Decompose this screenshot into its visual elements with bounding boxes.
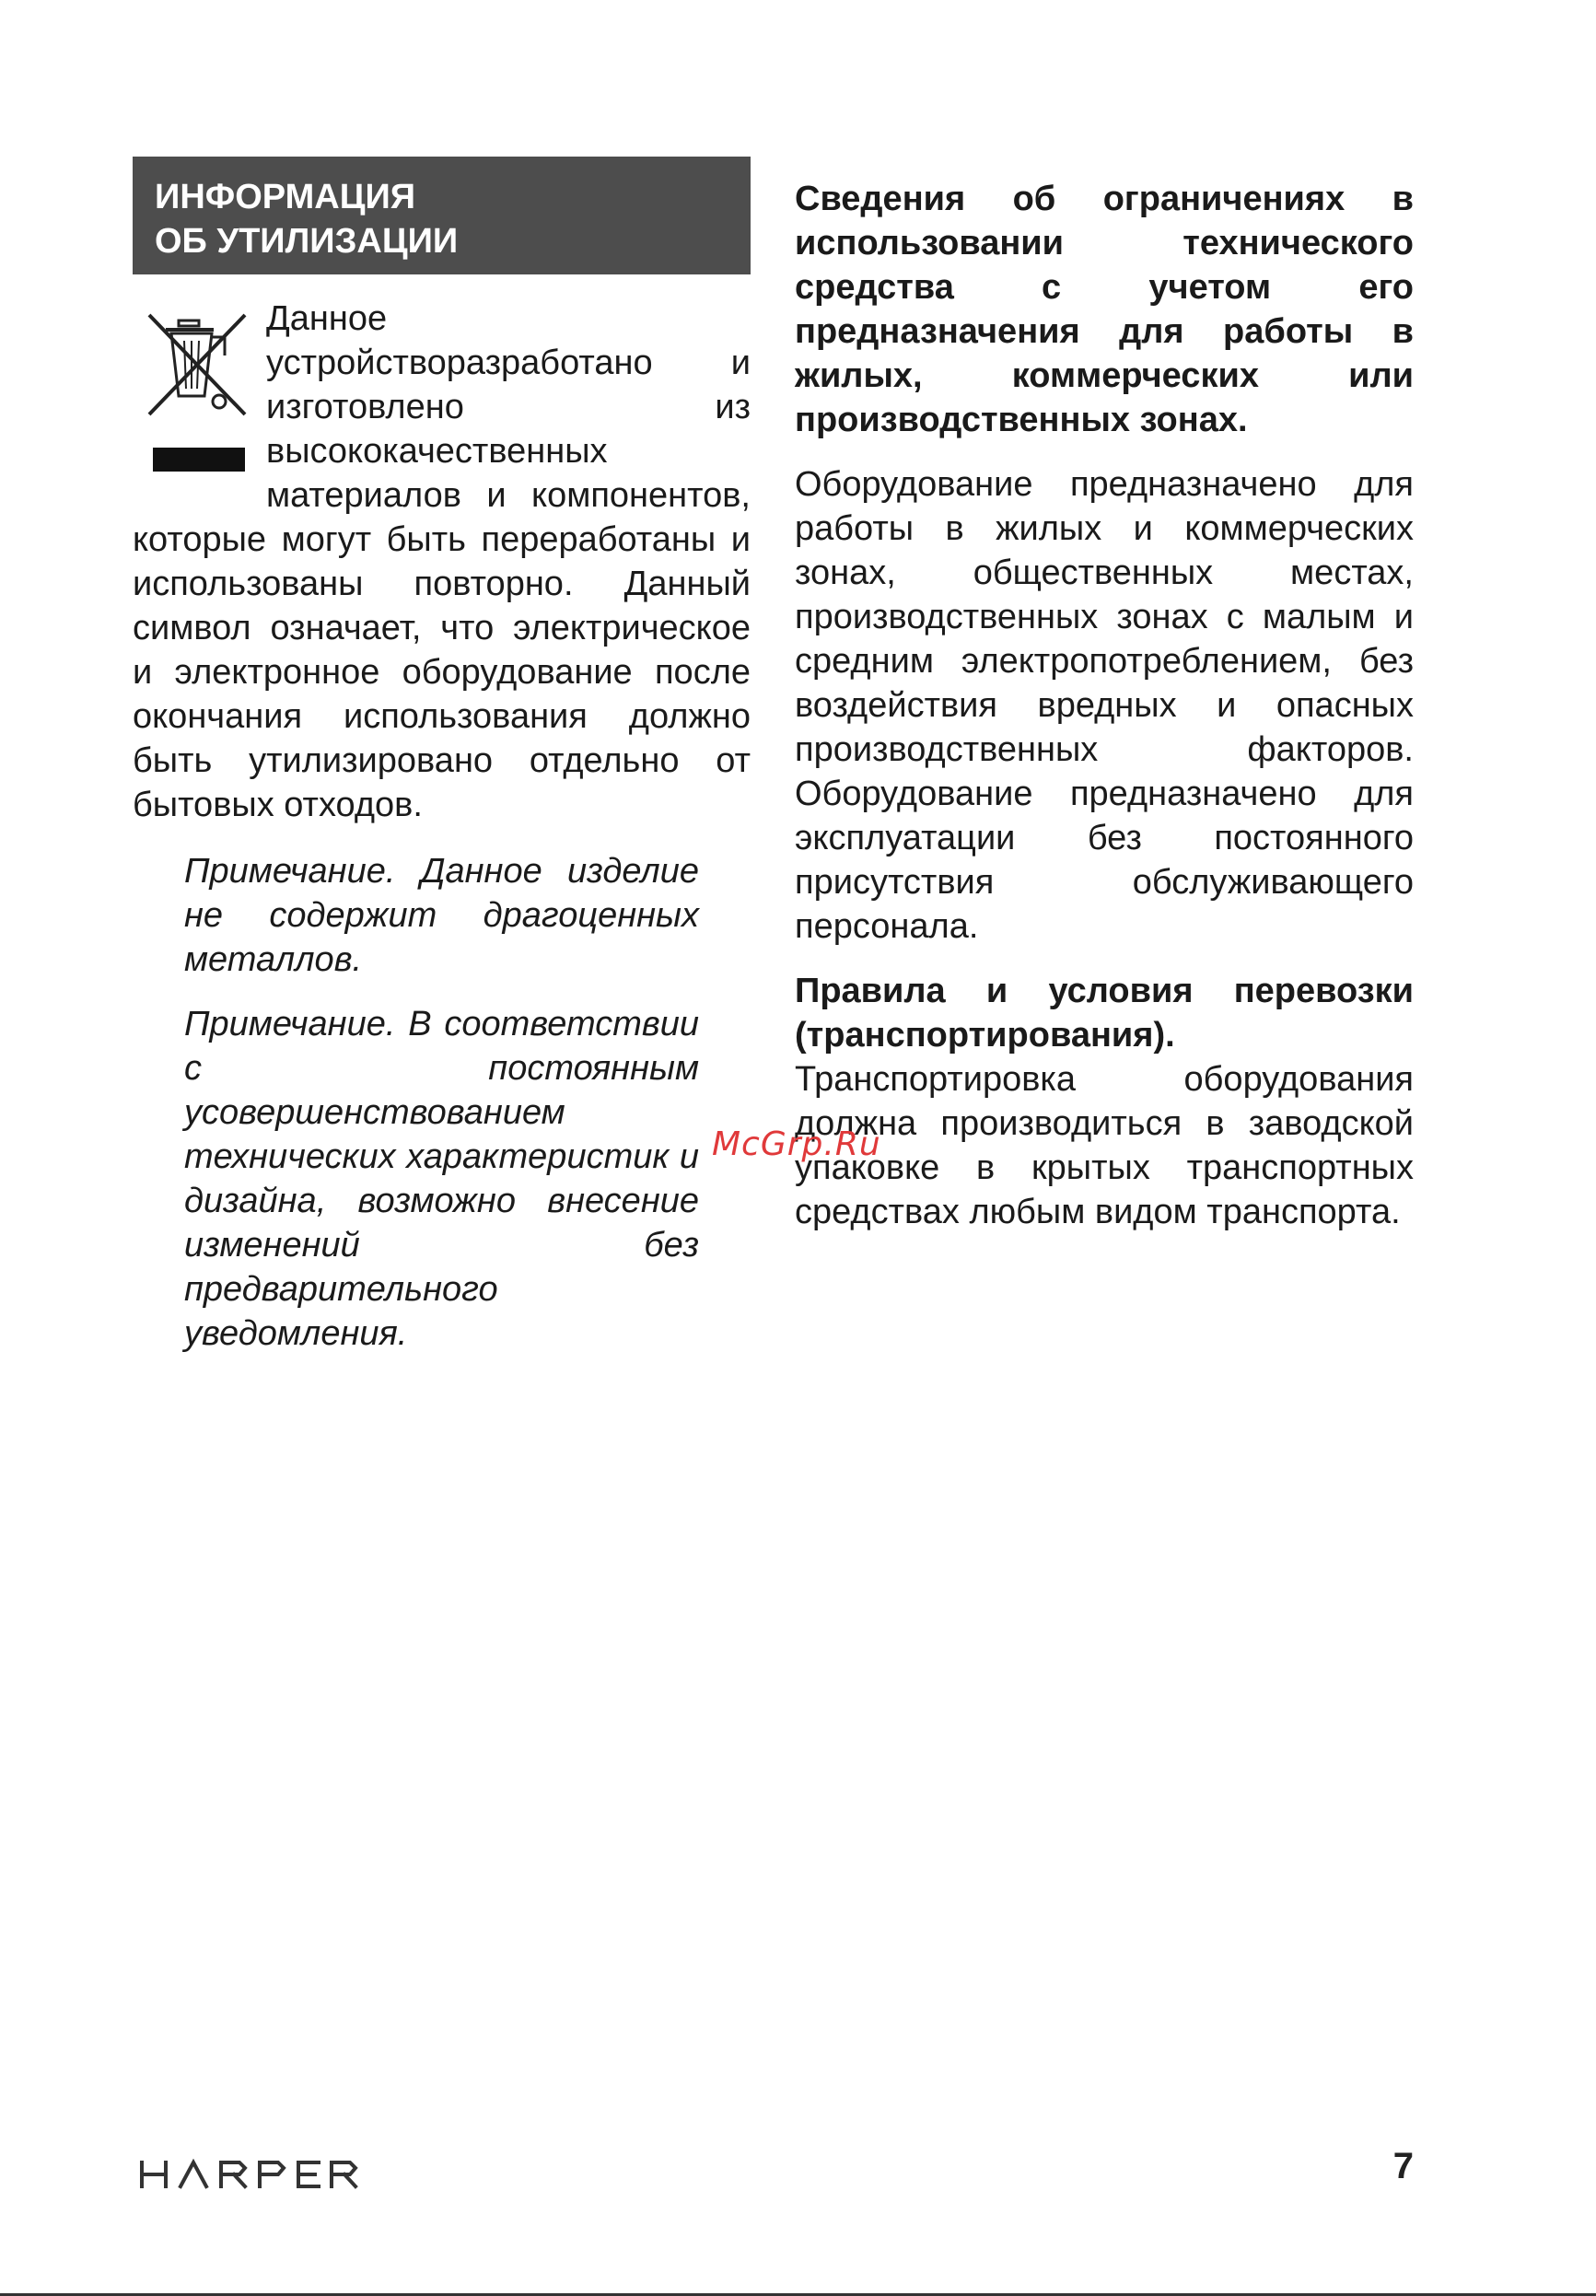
transport-paragraph: [795, 969, 1414, 1234]
restrictions-heading: Сведения об ограничениях в использовании технического средства с учетом его предназначения для работы в жилых, коммерческих или производственных зонах.: [795, 180, 1414, 439]
weee-bin-icon: [142, 308, 257, 483]
page-number: 7: [1392, 2146, 1414, 2186]
right-column: [795, 177, 1414, 1234]
harper-logo: [138, 2155, 359, 2192]
header-line-2: ОБ УТИЛИЗАЦИИ: [155, 222, 459, 261]
disposal-section-header: [133, 157, 751, 274]
transport-heading: Правила и условия перевозки (транспортирования).: [795, 972, 1414, 1055]
left-column: [133, 157, 751, 1356]
transport-body: Транспортировка оборудования должна производиться в заводской упаковке в крытых транспортных средствах любым видом транспорта.: [795, 1060, 1414, 1231]
note-precious-metals: Примечание. Данное изделие не содержит драгоценных металлов.: [184, 852, 699, 979]
restrictions-body: Оборудование предназначено для работы в жилых и коммерческих зонах, общественных местах, производственных зонах с малым и средним электропотреблением, без воздействия вредных и опасных производственных факторов. Оборудование предназначено для эксплуатации без постоянного присутствия обслуживающего персонала.: [795, 465, 1414, 946]
header-line-1: ИНФОРМАЦИЯ: [155, 178, 416, 216]
disposal-intro: [133, 297, 751, 827]
watermark: McGrp.Ru: [712, 1125, 881, 1163]
disposal-intro-text: Данное устройстворазработано и изготовлено из высококачественных материалов и компонентов, которые могут быть переработаны и использованы повторно. Данный символ означает, что электрическое и электронное оборудование после окончания использования должно быть утилизировано отдельно от бытовых отходов.: [133, 299, 751, 824]
note-changes: Примечание. В соответствии с постоянным усовершенствованием технических характеристик и дизайна, возможно внесение изменений без предварительного уведомления.: [184, 1005, 699, 1353]
